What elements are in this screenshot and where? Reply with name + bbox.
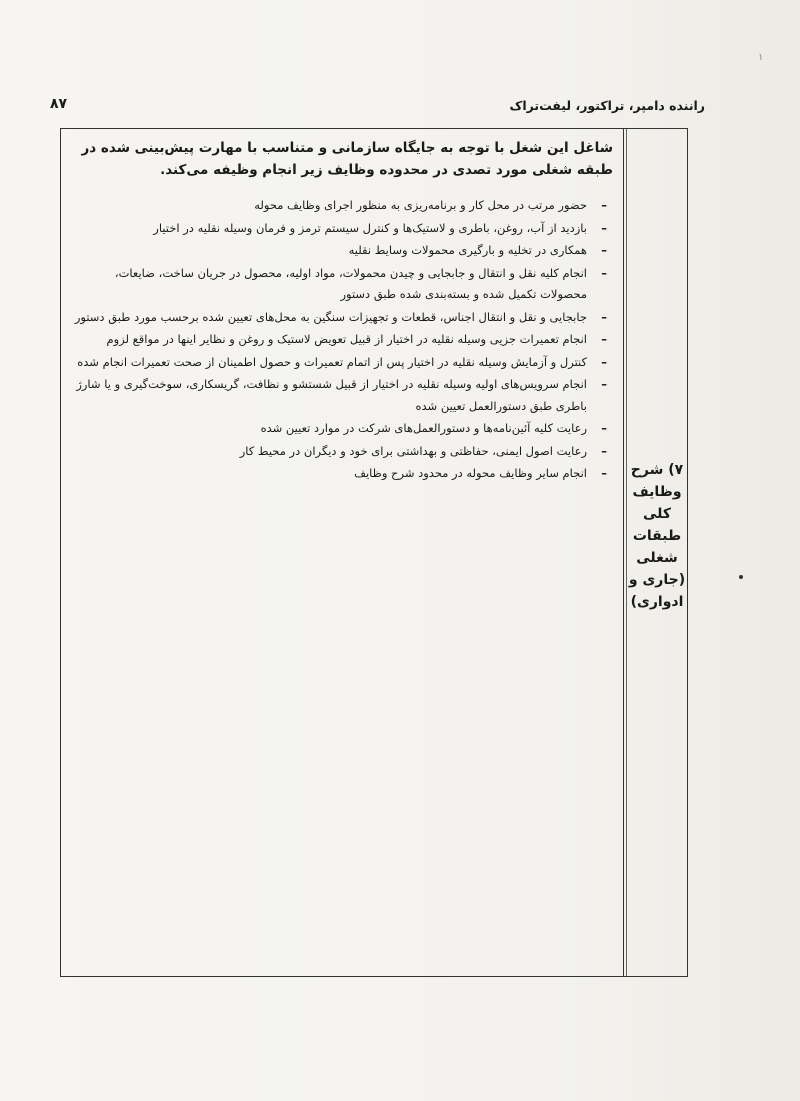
section-label-line: ادواری) (630, 594, 684, 610)
duty-item: – کنترل و آزمایش وسیله نقلیه در اختیار پس از اتمام تعمیرات و حصول اطمینان از صحت تعمیرات انجام شده (73, 352, 587, 374)
section-label-line: ۷) شرح (630, 462, 684, 478)
section-label (628, 459, 686, 613)
duty-item: – رعایت کلیه آئین‌نامه‌ها و دستورالعمل‌های شرکت در موارد تعیین شده (73, 418, 587, 440)
header-title: راننده دامپر، تراکتور، لیفت‌تراک (509, 98, 705, 113)
duty-item: – همکاری در تخلیه و بارگیری محمولات وسایط نقلیه (73, 240, 587, 262)
duty-item: – جابجایی و نقل و انتقال اجناس، قطعات و تجهیزات سنگین به محل‌های تعیین شده برحسب مورد طبق دستور (73, 307, 587, 329)
section-label-line: شغلی (636, 550, 678, 566)
duties-table (60, 128, 688, 977)
page-number: ۸۷ (50, 96, 68, 112)
duty-item: – رعایت اصول ایمنی، حفاظتی و بهداشتی برای خود و دیگران در محیط کار (73, 441, 587, 463)
section-label-line: وظایف (632, 484, 682, 500)
duty-item: – انجام کلیه نقل و انتقال و جابجایی و چیدن محمولات، مواد اولیه، محصول در جریان ساخت، ضایعات، محصولات تکمیل شده و بسته‌بندی شده طبق دستور (73, 263, 587, 306)
duty-item: – حضور مرتب در محل کار و برنامه‌ریزی به منظور اجرای وظایف محوله (73, 195, 587, 217)
duty-item: – بازدید از آب، روغن، باطری و لاستیک‌ها و کنترل سیستم ترمز و فرمان وسیله نقلیه در اختیار (73, 218, 587, 240)
column-divider (623, 129, 624, 976)
intro-paragraph: شاغل این شغل با توجه به جایگاه سازمانی و متناسب با مهارت پیش‌بینی شده در طبقه شغلی مورد تصدی در محدوده وظایف زیر انجام وظیفه می‌کند. (81, 140, 613, 178)
section-label-line: طبقات (632, 528, 682, 544)
section-label-line: کلی (642, 506, 672, 522)
margin-mark: ۱ (758, 52, 764, 63)
page-header (50, 94, 705, 128)
duties-list (63, 195, 619, 485)
duties-content (63, 133, 619, 486)
duty-item: – انجام سرویس‌های اولیه وسیله نقلیه در اختیار از قبیل شستشو و نظافت، گریسکاری، سوخت‌گیری و یا شارژ باطری طبق دستورالعمل تعیین شده (73, 374, 587, 417)
margin-dot (739, 575, 743, 579)
column-divider-inner (626, 129, 627, 976)
duty-item: – انجام تعمیرات جزیی وسیله نقلیه در اختیار از قبیل تعویض لاستیک و روغن و نظایر اینها در مواقع لزوم (73, 329, 587, 351)
section-label-line: (جاری و (628, 572, 686, 588)
duty-item: – انجام سایر وظایف محوله در محدود شرح وظایف (73, 463, 587, 485)
